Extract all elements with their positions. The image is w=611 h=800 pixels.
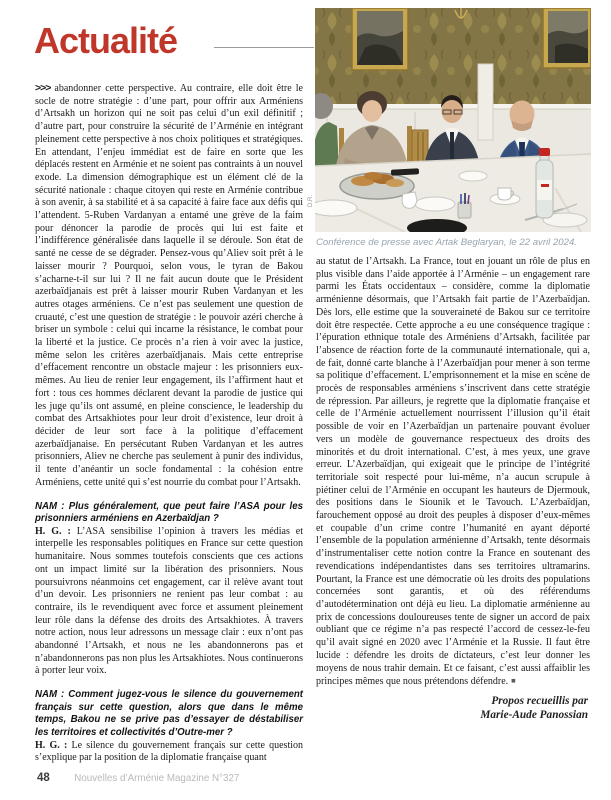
article-paragraph-continued: [316, 256, 590, 689]
article-paragraph: [35, 82, 303, 490]
title-rule: [214, 47, 314, 48]
question-text: Comment jugez-vous le silence du gouvernement français sur cette question, alors que dans le même temps, Bakou ne se prive pas d’essayer de déstabiliser les territoires et collectivités d’Outre-mer ?: [35, 689, 303, 738]
page-number: 48: [37, 772, 50, 784]
question-label: NAM :: [35, 500, 65, 512]
continuation-arrows-icon: >>>: [35, 82, 51, 94]
photo-caption: Conférence de presse avec Artak Beglaryan, le 22 avril 2024.: [316, 237, 577, 248]
question-label: NAM :: [35, 689, 65, 701]
interview-answer-2: [35, 740, 303, 765]
answer-text: Le silence du gouvernement français sur cette question s’explique par la position de la diplomatie française quant: [35, 739, 304, 764]
page-title: Actualité: [34, 20, 178, 61]
question-text: Plus généralement, que peut faire l’ASA pour les prisonniers arméniens en Azerbaïdjan ?: [35, 500, 303, 525]
painting-left: [352, 8, 408, 70]
answer-label: H. G. :: [35, 739, 68, 751]
paragraph-text: abandonner cette perspective. Au contraire, elle doit être le socle de notre stratégie : d’une part, pour offrir aux Arméniens d’Artsakh un horizon qui ne soit pas celui d’un exil définitif ; d’autre part, pour construire la sécurité de l’Arménie en intégrant pleinement cette perspective à nos choix politiques et stratégiques. En attendant, l’enjeu immédiat est de faire en sorte que les déplacés restent en Arménie et ne soient pas contraints à un nouvel exode. La dimension démographique est un élément clé de la sécurité nationale : chaque citoyen qui reste en Arménie contribue à son avenir, à sa stabilité et à sa capacité à faire face aux défis qui l’attendent. 5-Ruben Vardanyan a entamé une grève de la faim pour dénoncer la parodie de procès qui lui est faite et l’indifférence généralisée dans laquelle il se déroule. Son état de santé ne cesse de se dégrader. Pensez-vous qu’Aliev soit prêt à le laisser mourir ? Pourquoi, selon vous, le tyran de Bakou s’acharne-t-il sur lui ? Il ne fait aucun doute que le Président azerbaïdjanais est prêt à laisser mourir Ruben Vardanyan et les autres otages arméniens. Ce n’est pas seulement une question de cruauté, c’est une question de stratégie : le pouvoir azéri cherche à briser un symbole : celui qui incarne la résistance, le combat pour la liberté et la justice. Ce procès n’a rien à voir avec la justice, même selon les critères azerbaïdjanais. Mais cette entreprise d’effacement rencontre un obstacle majeur : les prisonniers eux-mêmes. Au lieu de renier leur engagement, ils l’affirment haut et fort : tous ces hommes déclarent devant la parodie de justice qui les juge qu’ils ont assumé, en pleine conscience, le leadership du combat des Artsakhiotes pour leur droit d’existence, leur droit à décider de leur sort face à la politique d’effacement azerbaïdjanaise. En persécutant Ruben Vardanyan et les autres prisonniers, Aliev ne cherche pas seulement à punir des individus, il tente d’anéantir un socle fondamental : la cohésion entre Arméniens, cette unité qui s’est nourrie du combat pour l’Artsakh.: [35, 83, 303, 488]
answer-text: L’ASA sensibilise l’opinion à travers les médias et interpelle les responsables politiques en France sur cette question humanitaire. Nous sommes toutefois conscients que ces actions ont un impact limité sur la libération des prisonniers. Nous poursuivrons néanmoins cet engagement, car il relève avant tout d’un devoir. Les prisonniers ne renient pas leur combat : au contraire, ils le revendiquent avec force et assument pleinement leur rôle dans la défense des droits des Artsakhiotes. À travers notre action, nous leur adressons un message clair : eux n’ont pas abandonné l’Artsakh, et nous ne les abandonnerons pas et n’abandonnerons pas non plus les Artsakhiotes. Nous continuerons à porter leur voix.: [35, 525, 303, 677]
answer-label: H. G. :: [35, 525, 71, 537]
interview-question-1: [35, 501, 303, 526]
press-conference-photo: [315, 8, 591, 232]
page-footer: [37, 768, 337, 786]
byline: [316, 694, 588, 722]
interview-answer-1: [35, 526, 303, 678]
paragraph-text: au statut de l’Artsakh. La France, tout en jouant un rôle de plus en plus visible dans l’aide apportée à l’Arménie – un engagement rare parmi les États occidentaux – considère, comme la diplomatie arménienne désormais, que l’Artsakh fait partie de l’Azerbaïdjan. Dès lors, elle estime que la souveraineté de Bakou sur ce territoire doit être respectée. Cette approche a eu une conséquence tragique : l’épuration ethnique totale des Arméniens d’Artsakh, facilitée par l’absence de réaction forte de la communauté internationale, qui a, de fait, donné carte blanche à l’Azerbaïdjan pour mener à son terme sa politique d’effacement. L’emprisonnement et la mise en scène de procès de responsables arméniens s’inscrivent dans cette stratégie de répression. Par ailleurs, je regrette que la diplomatie française et celle de l’Arménie actuellement nourrissent l’illusion qu’il était possible de voir en l’Azerbaïdjan un partenaire pouvant évoluer vers un modèle de gouvernance respectueux des droits des minorités et du droit international. C’est, à mes yeux, une grave erreur. L’Azerbaïdjan, qui exigeait que le principe de l’intégrité territoriale soit respecté pour lui-même, n’a aucun scrupule à piétiner celui de l’Arménie en occupant les hauteurs de Djermouk, des positions dans le Siounik et le Tavouch. L’Azerbaïdjan, farouchement opposé au droit des peuples à disposer d’eux-mêmes et coupable d’un crime contre l’humanité en ayant déporté l’ensemble de la population arménienne d’Artsakh, tente désormais d’instrumentaliser cette notion contre la France en soutenant des revendications indépendantistes dans ses territoires ultramarins. Pourtant, la France est une démocratie où les droits des populations concernées sont garantis, et où des référendums d’autodétermination ont déjà eu lieu. La diplomatie arménienne au prix de concessions douloureuses tente de signer un accord de paix oubliant que ce régime n’a pas respecté l’accord de cessez-le-feu qu’il avait signé en 2020 avec l’Arménie et la Russie. Il faut être lucide : défendre les droits de dictateurs, c’est leur donner les moyens de nous trahir demain. Et ce faisant, c’est aussi affaiblir les principes mêmes que nous prétendons défendre.: [316, 256, 590, 688]
magazine-name: Nouvelles d’Arménie Magazine N°327: [74, 773, 240, 784]
photo-illustration: [315, 8, 591, 232]
painting-right: [543, 8, 591, 68]
article-column-right: [316, 256, 590, 722]
byline-line2: Marie-Aude Panossian: [480, 708, 588, 721]
interview-question-2: [35, 689, 303, 739]
article-column-left: [35, 82, 303, 765]
byline-line1: Propos recueillis par: [491, 694, 588, 707]
end-of-article-mark: ■: [511, 676, 516, 686]
photo-credit: D.R.: [308, 195, 314, 207]
